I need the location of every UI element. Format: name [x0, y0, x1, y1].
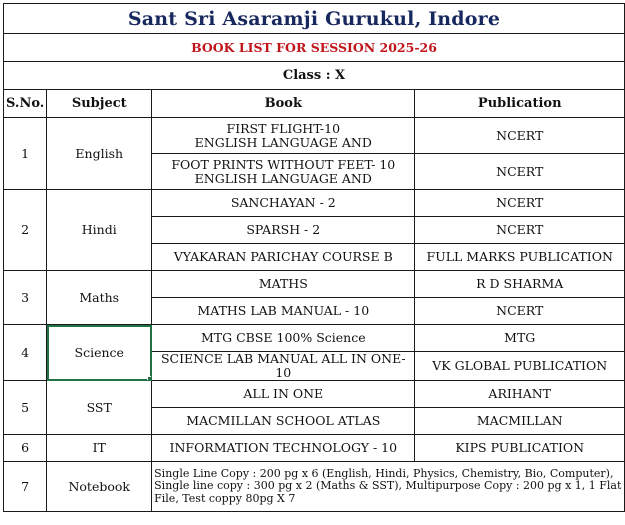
book-cell[interactable]: SPARSH - 2 — [152, 217, 415, 244]
publication-cell[interactable]: MACMILLAN — [415, 408, 625, 435]
subject-label: Science — [74, 344, 124, 360]
book-title-line: FIRST FLIGHT-10 — [226, 120, 341, 136]
sno-cell[interactable]: 5 — [4, 381, 47, 435]
spreadsheet — [3, 3, 625, 512]
book-cell[interactable]: MATHS — [152, 271, 415, 298]
publication-cell[interactable]: VK GLOBAL PUBLICATION — [415, 352, 625, 381]
sno-cell[interactable]: 1 — [4, 118, 47, 190]
book-list-table — [3, 3, 625, 512]
book-cell[interactable]: MTG CBSE 100% Science — [152, 325, 415, 352]
book-cell[interactable]: ALL IN ONE — [152, 381, 415, 408]
sno-cell[interactable]: 3 — [4, 271, 47, 325]
subject-cell-it[interactable]: IT — [47, 435, 152, 462]
publication-cell[interactable]: MTG — [415, 325, 625, 352]
sno-cell[interactable]: 7 — [4, 462, 47, 512]
subject-cell-science-selected[interactable] — [47, 325, 152, 381]
subject-cell-sst[interactable]: SST — [47, 381, 152, 435]
book-cell[interactable] — [152, 154, 415, 190]
book-cell[interactable]: SCIENCE LAB MANUAL ALL IN ONE- 10 — [152, 352, 415, 381]
fill-handle[interactable] — [147, 376, 152, 381]
header-sno[interactable]: S.No. — [4, 90, 47, 118]
sno-cell[interactable]: 6 — [4, 435, 47, 462]
publication-cell[interactable]: NCERT — [415, 190, 625, 217]
book-cell[interactable]: SANCHAYAN - 2 — [152, 190, 415, 217]
book-cell[interactable]: VYAKARAN PARICHAY COURSE B — [152, 244, 415, 271]
notebook-requirements-cell[interactable]: Single Line Copy : 200 pg x 6 (English, Hindi, Physics, Chemistry, Bio, Computer), Single line copy : 300 pg x 2 (Maths & SST), Multipurpose Copy : 200 pg x 1, 1 Flat File, Test coppy 80pg X 7 — [152, 462, 625, 512]
book-cell[interactable] — [152, 118, 415, 154]
publication-cell[interactable]: NCERT — [415, 217, 625, 244]
book-cell[interactable]: MATHS LAB MANUAL - 10 — [152, 298, 415, 325]
subject-cell-english[interactable]: English — [47, 118, 152, 190]
subject-cell-hindi[interactable]: Hindi — [47, 190, 152, 271]
publication-cell[interactable]: NCERT — [415, 298, 625, 325]
publication-cell[interactable]: R D SHARMA — [415, 271, 625, 298]
session-title[interactable]: BOOK LIST FOR SESSION 2025-26 — [4, 34, 625, 62]
class-label[interactable]: Class : X — [4, 62, 625, 90]
school-title[interactable]: Sant Sri Asaramji Gurukul, Indore — [4, 4, 625, 34]
book-cell[interactable]: INFORMATION TECHNOLOGY - 10 — [152, 435, 415, 462]
book-cell[interactable]: MACMILLAN SCHOOL ATLAS — [152, 408, 415, 435]
publication-cell[interactable]: ARIHANT — [415, 381, 625, 408]
header-book[interactable]: Book — [152, 90, 415, 118]
book-title-line: ENGLISH LANGUAGE AND — [194, 170, 372, 186]
publication-cell[interactable]: NCERT — [415, 154, 625, 190]
book-title-line: FOOT PRINTS WITHOUT FEET- 10 — [171, 156, 396, 172]
book-title-line: ENGLISH LANGUAGE AND — [194, 134, 372, 150]
publication-cell[interactable]: FULL MARKS PUBLICATION — [415, 244, 625, 271]
sno-cell[interactable]: 2 — [4, 190, 47, 271]
header-publication[interactable]: Publication — [415, 90, 625, 118]
publication-cell[interactable]: NCERT — [415, 118, 625, 154]
header-subject[interactable]: Subject — [47, 90, 152, 118]
subject-cell-notebook[interactable]: Notebook — [47, 462, 152, 512]
publication-cell[interactable]: KIPS PUBLICATION — [415, 435, 625, 462]
subject-cell-maths[interactable]: Maths — [47, 271, 152, 325]
sno-cell[interactable]: 4 — [4, 325, 47, 381]
